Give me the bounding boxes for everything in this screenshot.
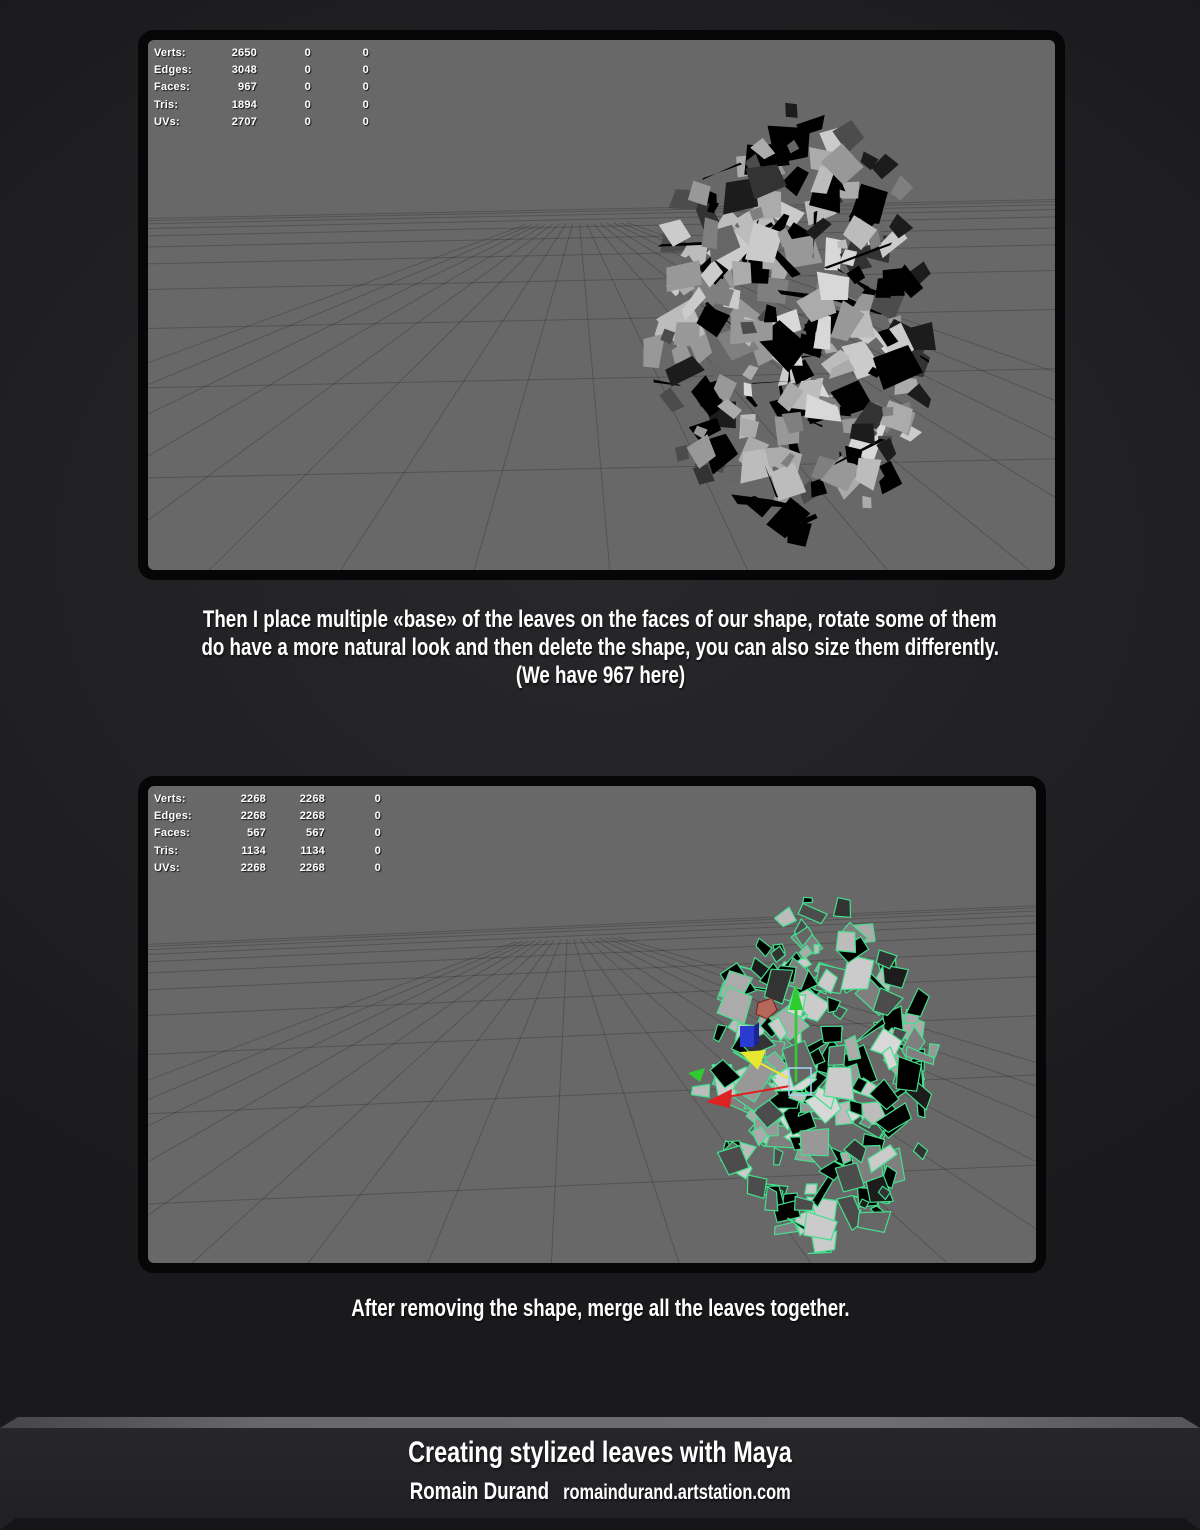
- hud-value: 0: [374, 792, 381, 805]
- hud-label: Tris:: [154, 844, 179, 857]
- caption-line: (We have 967 here): [515, 662, 685, 689]
- hud-label: Tris:: [154, 98, 179, 111]
- footer-byline: [0, 1478, 1200, 1506]
- caption-line: After removing the shape, merge all the leaves together.: [350, 1295, 850, 1322]
- hud-value: 0: [304, 81, 311, 94]
- leaf-cluster: [643, 103, 936, 547]
- footer-bottom-edge: [0, 1518, 1200, 1530]
- poly-count-hud-2: [150, 790, 381, 877]
- hud-value: 0: [362, 98, 369, 111]
- ground-grid: [148, 184, 1055, 570]
- footer-divider-band: [0, 1417, 1200, 1428]
- hud-value: 2650: [231, 46, 257, 59]
- hud-value: 2268: [240, 810, 266, 823]
- hud-value: 967: [238, 81, 257, 94]
- hud-label: Edges:: [154, 810, 192, 823]
- hud-label: Faces:: [154, 81, 191, 94]
- hud-value: 1134: [300, 844, 325, 857]
- leaf-cluster: [691, 897, 939, 1253]
- maya-viewport-1: [138, 30, 1065, 580]
- caption-after-viewport: [0, 1295, 1200, 1323]
- hud-value: 0: [374, 862, 381, 875]
- hud-value: 0: [304, 64, 311, 77]
- hud-value: 1894: [231, 98, 257, 111]
- hud-value: 0: [304, 116, 311, 129]
- axis-z-handle: [740, 1026, 754, 1047]
- tutorial-title-text: Creating stylized leaves with Maya: [408, 1436, 792, 1469]
- maya-viewport-2: [138, 776, 1046, 1273]
- hud-label: Verts:: [154, 46, 186, 59]
- hud-value: 0: [362, 46, 369, 59]
- hud-value: 2268: [299, 862, 325, 875]
- hud-value: 2268: [240, 792, 266, 805]
- hud-value: 2268: [299, 792, 325, 805]
- hud-value: 0: [374, 810, 381, 823]
- hud-value: 0: [374, 844, 381, 857]
- author-website: romaindurand.artstation.com: [562, 1481, 791, 1504]
- hud-label: UVs:: [154, 862, 180, 875]
- hud-value: 0: [362, 81, 369, 94]
- hud-label: UVs:: [154, 116, 180, 129]
- hud-value: 2707: [231, 116, 257, 129]
- hud-value: 3048: [231, 64, 257, 77]
- hud-value: 2268: [240, 862, 266, 875]
- hud-value: 0: [304, 46, 311, 59]
- caption-line: Then I place multiple «base» of the leaves on the faces of our shape, rotate some of them: [203, 606, 997, 633]
- caption-line: do have a more natural look and then delete the shape, you can also size them differently.: [201, 634, 999, 661]
- tutorial-title: [0, 1436, 1200, 1470]
- hud-value: 567: [306, 827, 325, 840]
- hud-value: 0: [362, 64, 369, 77]
- hud-value: 0: [374, 827, 381, 840]
- poly-count-hud-1: [150, 44, 369, 131]
- hud-value: 2268: [299, 810, 325, 823]
- hud-value: 0: [362, 116, 369, 129]
- hud-label: Verts:: [154, 792, 186, 805]
- caption-between-viewports: [0, 606, 1200, 690]
- hud-label: Edges:: [154, 64, 192, 77]
- hud-value: 567: [247, 827, 266, 840]
- hud-value: 1134: [241, 844, 266, 857]
- author-name: Romain Durand: [409, 1478, 549, 1505]
- hud-value: 0: [304, 98, 311, 111]
- hud-label: Faces:: [154, 827, 191, 840]
